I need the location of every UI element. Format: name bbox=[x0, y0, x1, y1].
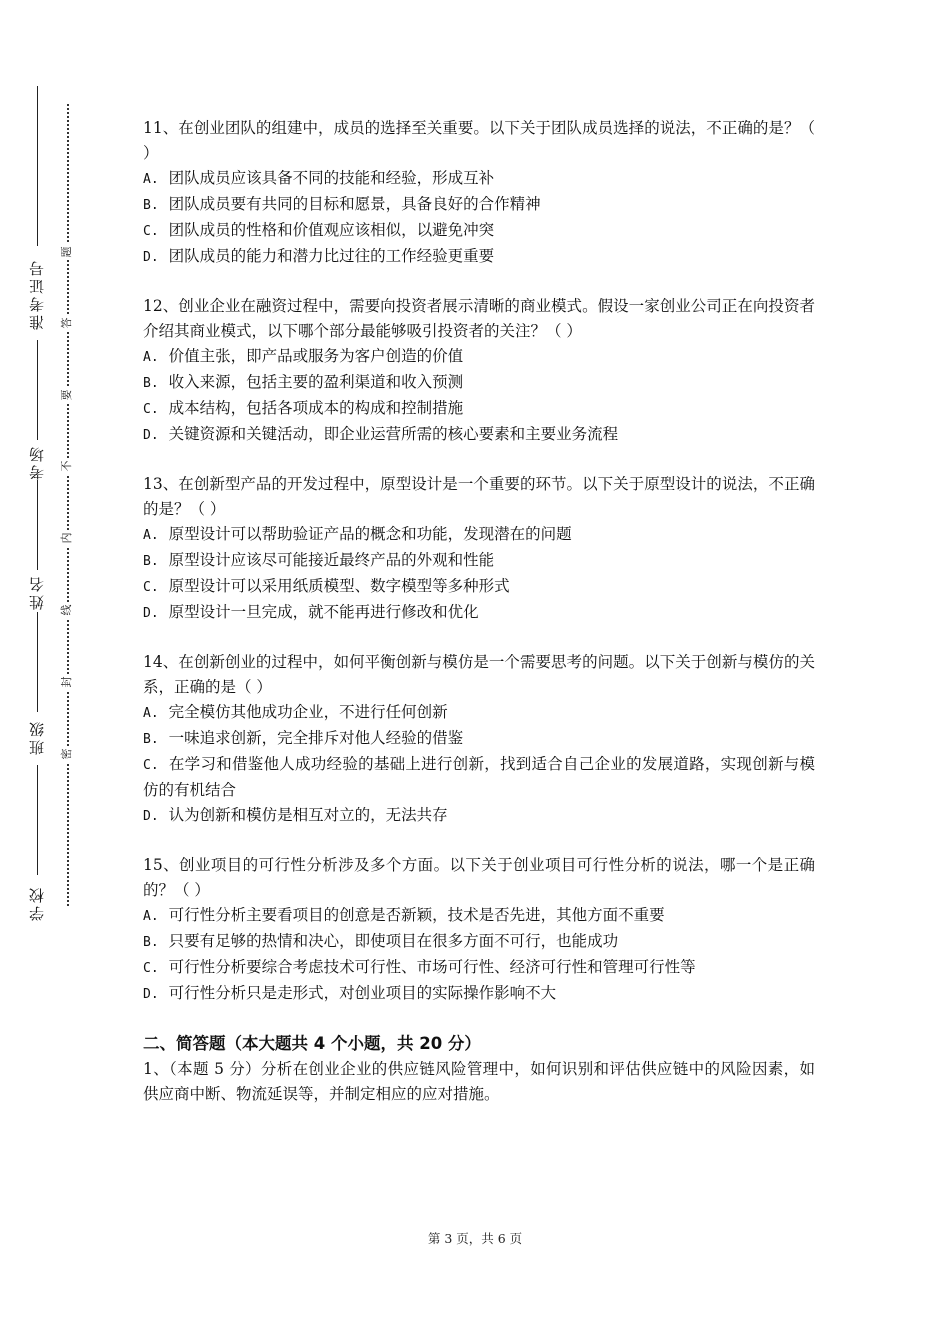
option-b: B. 原型设计应该尽可能接近最终产品的外观和性能 bbox=[143, 551, 495, 569]
option-c: C. 在学习和借鉴他人成功经验的基础上进行创新，找到适合自己企业的发展道路，实现创新与模仿的有机结合 bbox=[143, 755, 815, 799]
question-14 bbox=[143, 650, 815, 829]
option-d: D. 可行性分析只是走形式，对创业项目的实际操作影响不大 bbox=[143, 984, 557, 1002]
option-b: B. 收入来源，包括主要的盈利渠道和收入预测 bbox=[143, 373, 464, 391]
option-d: D. 认为创新和模仿是相互对立的，无法共存 bbox=[143, 806, 448, 824]
binding-margin bbox=[0, 0, 90, 1344]
question-12 bbox=[143, 294, 815, 448]
question-stem: 11、在创业团队的组建中，成员的选择至关重要。以下关于团队成员选择的说法，不正确的是？（ ） bbox=[143, 119, 815, 162]
question-11 bbox=[143, 116, 815, 270]
option-a: A. 可行性分析主要看项目的创意是否新颖，技术是否先进，其他方面不重要 bbox=[143, 906, 665, 924]
option-a: A. 原型设计可以帮助验证产品的概念和功能，发现潜在的问题 bbox=[143, 525, 572, 543]
option-a: A. 团队成员应该具备不同的技能和经验，形成互补 bbox=[143, 169, 495, 187]
option-c: C. 团队成员的性格和价值观应该相似，以避免冲突 bbox=[143, 221, 495, 239]
seal-char: 不 bbox=[59, 458, 75, 474]
question-stem: 15、创业项目的可行性分析涉及多个方面。以下关于创业项目可行性分析的说法，哪一个是正确的？（ ） bbox=[143, 856, 815, 899]
option-b: B. 只要有足够的热情和决心，即使项目在很多方面不可行，也能成功 bbox=[143, 932, 619, 950]
option-c: C. 可行性分析要综合考虑技术可行性、市场可行性、经济可行性和管理可行性等 bbox=[143, 958, 696, 976]
name-line bbox=[37, 480, 38, 570]
page-footer: 第 3 页，共 6 页 bbox=[427, 1231, 523, 1246]
question-13 bbox=[143, 472, 815, 626]
exam-room-line bbox=[37, 340, 38, 440]
school-label: 学校 bbox=[28, 885, 46, 921]
name-label: 姓名 bbox=[28, 574, 46, 610]
question-stem: 13、在创新型产品的开发过程中，原型设计是一个重要的环节。以下关于原型设计的说法，不正确的是？（ ） bbox=[143, 475, 815, 518]
option-d: D. 原型设计一旦完成，就不能再进行修改和优化 bbox=[143, 603, 479, 621]
seal-char: 线 bbox=[59, 602, 75, 618]
exam-number-line bbox=[37, 86, 38, 246]
class-label: 班级 bbox=[28, 719, 46, 755]
seal-dotted-line bbox=[67, 104, 69, 906]
short-answer-question-1: 1、（本题 5 分）分析在创业企业的供应链风险管理中，如何识别和评估供应链中的风险因素，如供应商中断、物流延误等，并制定相应的应对措施。 bbox=[143, 1060, 815, 1103]
exam-room-label: 考场 bbox=[28, 444, 46, 480]
option-a: A. 完全模仿其他成功企业，不进行任何创新 bbox=[143, 703, 448, 721]
question-15 bbox=[143, 853, 815, 1007]
question-stem: 14、在创新创业的过程中，如何平衡创新与模仿是一个需要思考的问题。以下关于创新与模仿的关系，正确的是（ ） bbox=[143, 653, 815, 696]
exam-number-label: 准考证号 bbox=[28, 258, 46, 330]
school-line bbox=[37, 765, 38, 875]
section-title-short-answer: 二、简答题（本大题共 4 个小题，共 20 分） bbox=[143, 1034, 481, 1053]
option-d: D. 团队成员的能力和潜力比过往的工作经验更重要 bbox=[143, 247, 495, 265]
seal-char: 内 bbox=[59, 530, 75, 546]
option-c: C. 成本结构，包括各项成本的构成和控制措施 bbox=[143, 399, 464, 417]
seal-char: 封 bbox=[59, 674, 75, 690]
exam-content bbox=[143, 116, 815, 1107]
option-b: B. 团队成员要有共同的目标和愿景，具备良好的合作精神 bbox=[143, 195, 541, 213]
option-b: B. 一味追求创新，完全排斥对他人经验的借鉴 bbox=[143, 729, 464, 747]
option-c: C. 原型设计可以采用纸质模型、数字模型等多种形式 bbox=[143, 577, 510, 595]
option-a: A. 价值主张，即产品或服务为客户创造的价值 bbox=[143, 347, 464, 365]
seal-char: 题 bbox=[59, 244, 75, 260]
seal-char: 密 bbox=[59, 746, 75, 762]
question-stem: 12、创业企业在融资过程中，需要向投资者展示清晰的商业模式。假设一家创业公司正在向投资者介绍其商业模式，以下哪个部分最能够吸引投资者的关注？（ ） bbox=[143, 297, 815, 340]
seal-char: 答 bbox=[59, 315, 75, 331]
option-d: D. 关键资源和关键活动，即企业运营所需的核心要素和主要业务流程 bbox=[143, 425, 619, 443]
class-line bbox=[37, 612, 38, 712]
seal-char: 要 bbox=[59, 387, 75, 403]
